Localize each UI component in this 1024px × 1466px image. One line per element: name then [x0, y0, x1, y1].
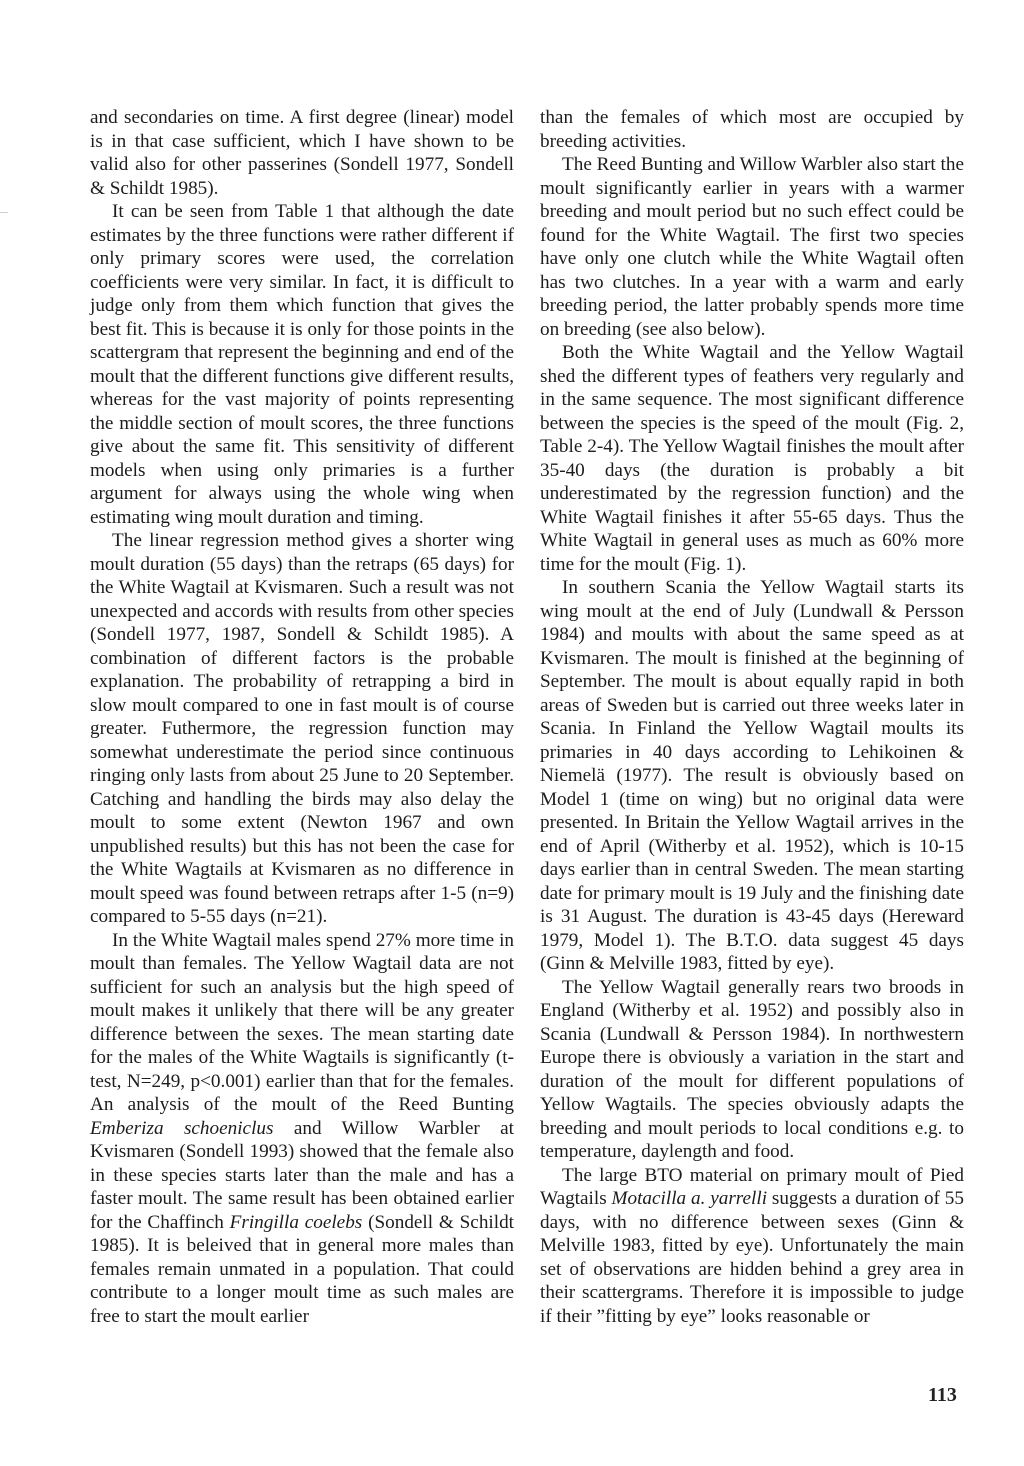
paragraph-right-3: Both the White Wagtail and the Yellow Wagtail shed the different types of feathers very regularly and in the same sequence. The most significant difference between the species is the speed of the moult (Fig. 2, Table 2-4). The Yellow Wagtail finishes the moult after 35-40 days (the duration is probably a bit underestimated by the regression function) and the White Wagtail finishes it after 55-65 days. Thus the White Wagtail in general uses as much as 60% more time for the moult (Fig. 1). [540, 342, 964, 575]
paragraph-text: and Willow Warbler at Kvismaren (Sondell 1993) showed that the female also in these species starts later than the male and has a faster moult. The same result has been obtained earlier for the Chaffinch [90, 1117, 514, 1233]
paragraph-left-1: and secondaries on time. A first degree (linear) model is in that case sufficient, which I have shown to be valid also for other passerines (Sondell 1977, Sondell & Schildt 1985). [90, 107, 514, 199]
paragraph-right-6 [540, 1164, 964, 1329]
left-column [90, 106, 514, 1328]
paragraph-right-4: In southern Scania the Yellow Wagtail starts its wing moult at the end of July (Lundwall & Persson 1984) and moults with about the same speed as at Kvismaren. The moult is finished at the beginning of September. The moult is about equally rapid in both areas of Sweden but is carried out three weeks later in Scania. In Finland the Yellow Wagtail moults its primaries in 40 days according to Lehikoinen & Niemelä (1977). The result is obviously based on Model 1 (time on wing) but no original data were presented. In Britain the Yellow Wagtail arrives in the end of April (Witherby et al. 1952), which is 10-15 days earlier than in central Sweden. The mean starting date for primary moult is 19 July and the finishing date is 31 August. The duration is 43-45 days (Hereward 1979, Model 1). The B.T.O. data suggest 45 days (Ginn & Melville 1983, fitted by eye). [540, 577, 964, 974]
paragraph-text: In the White Wagtail males spend 27% more time in moult than females. The Yellow Wagtail data are not sufficient for such an analysis but the high speed of moult makes it unlikely that there will be any greater difference between the sexes. The mean starting date for the males of the White Wagtails is significantly (t-test, N=249, p<0.001) earlier than that for the females. An analysis of the moult of the Reed Bunting [90, 929, 514, 1115]
paragraph-left-3: The linear regression method gives a shorter wing moult duration (55 days) than the retraps (65 days) for the White Wagtail at Kvismaren. Such a result was not unexpected and accords with results from other species (Sondell 1977, 1987, Sondell & Schildt 1985). A combination of different factors is the probable explanation. The probability of retrapping a bird in slow moult compared to one in fast moult is of course greater. Futhermore, the regression function may somewhat underestimate the period since continuous ringing only lasts from about 25 June to 20 September. Catching and handling the birds may also delay the moult to some extent (Newton 1967 and own unpublished results) but this has not been the case for the White Wagtails at Kvismaren as no difference in moult speed was found between retraps after 1-5 (n=9) compared to 5-55 days (n=21). [90, 530, 514, 927]
paragraph-right-1: than the females of which most are occupied by breeding activities. [540, 107, 964, 152]
paragraph-text: The large BTO material on primary moult of Pied Wagtails [540, 1164, 964, 1209]
paragraph-left-4 [90, 929, 514, 1329]
species-name-chaffinch: Fringilla coelebs [229, 1211, 363, 1233]
paragraph-text: (Sondell & Schildt 1985). It is beleived that in general more males than females remain unmated in a population. That could contribute to a longer moult time as such males are free to start the moult earlier [90, 1211, 515, 1327]
species-name-pied-wagtail: Motacilla a. yarrelli [611, 1188, 768, 1209]
species-name-reed-bunting: Emberiza schoeniclus [90, 1117, 274, 1139]
right-column [540, 106, 964, 1328]
paragraph-right-2: The Reed Bunting and Willow Warbler also start the moult significantly earlier in years with a warmer breeding and moult period but no such effect could be found for the White Wagtail. The first two species have only one clutch while the White Wagtail often has two clutches. In a year with a warm and early breeding period, the latter probably spends more time on breeding (see also below). [540, 154, 964, 340]
paragraph-right-5: The Yellow Wagtail generally rears two broods in England (Witherby et al. 1952) and possibly also in Scania (Lundwall & Persson 1984). In northwestern Europe there is obviously a variation in the start and duration of the moult for different populations of Yellow Wagtails. The species obviously adapts the breeding and moult periods to local conditions e.g. to temperature, daylength and food. [540, 976, 964, 1162]
page-number: 113 [928, 1384, 957, 1406]
paragraph-text: suggests a duration of 55 days, with no difference between sexes (Ginn & Melville 1983, fitted by eye). Unfortunately the main set of observations are hidden behind a grey area in their scattergrams. Therefore it is impossible to judge if their ”fitting by eye” looks reasonable or [540, 1188, 964, 1327]
paragraph-left-2: It can be seen from Table 1 that although the date estimates by the three functions were rather different if only primary scores were used, the correlation coefficients were very similar. In fact, it is difficult to judge only from them which function that gives the best fit. This is because it is only for those points in the scattergram that represent the beginning and end of the moult that the different functions give different results, whereas for the vast majority of points representing the middle section of moult scores, the three functions give about the same fit. This sensitivity of different models when using only primaries is a further argument for always using the whole wing when estimating wing moult duration and timing. [90, 201, 514, 528]
scan-edge-mark [0, 212, 8, 213]
